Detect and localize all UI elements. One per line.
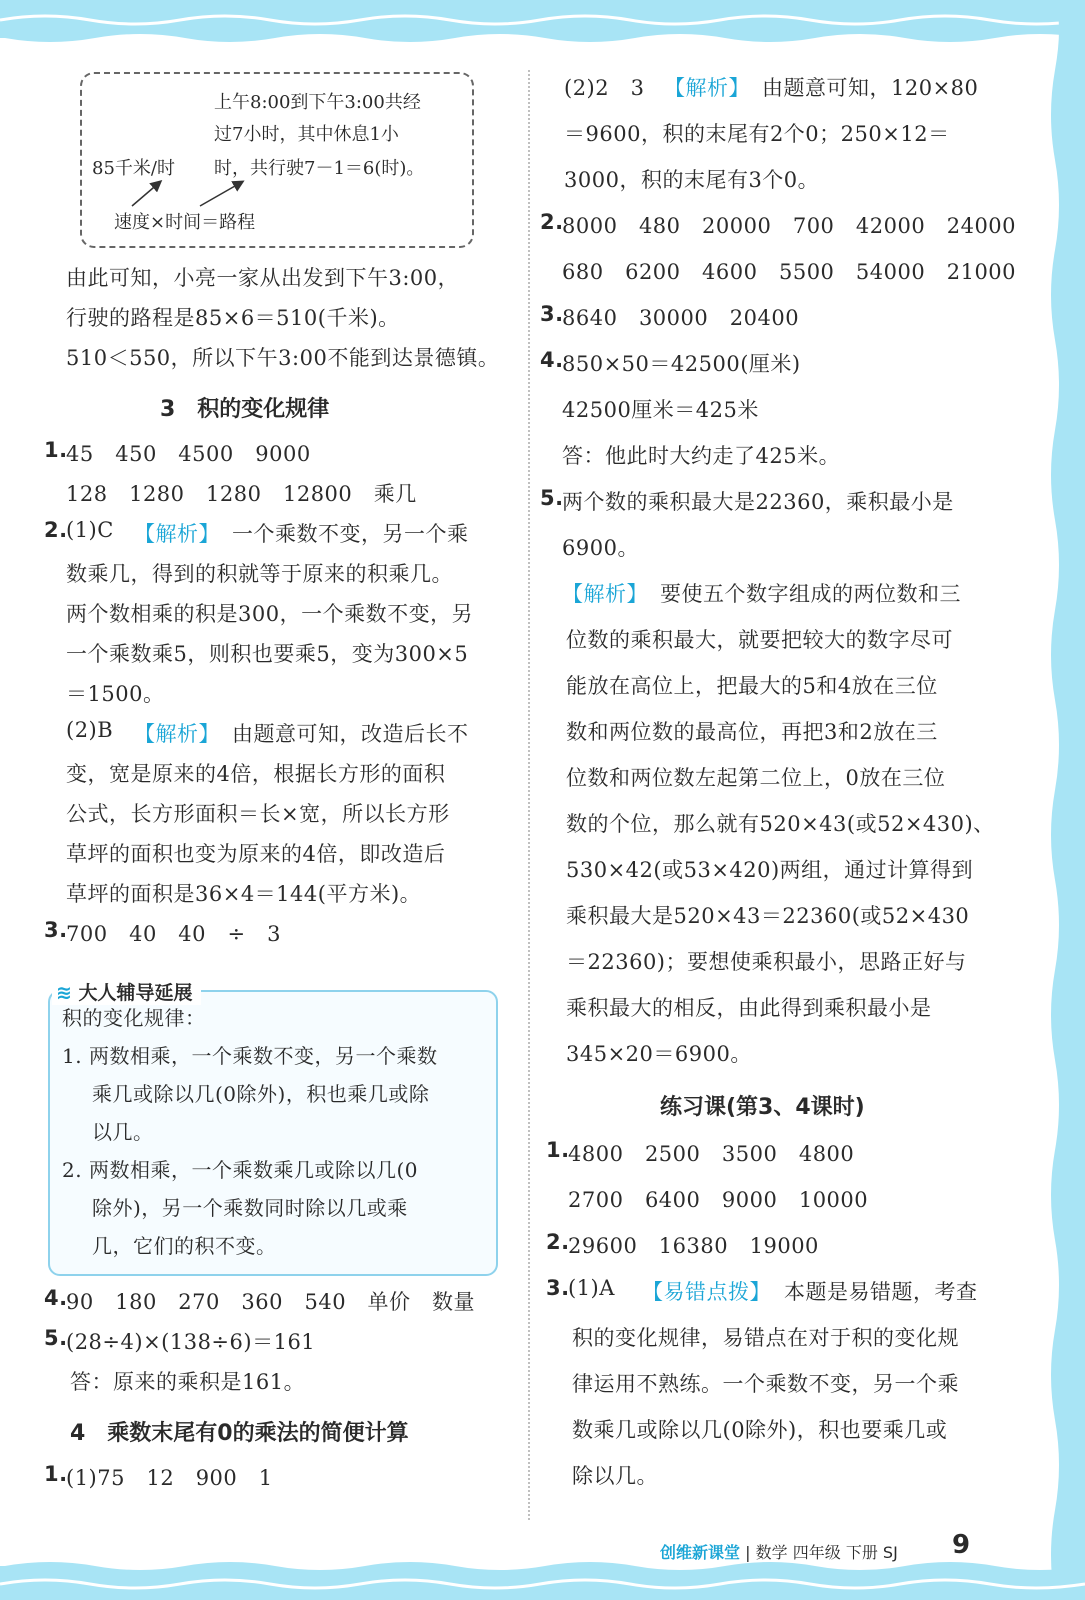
answer-line: ＝1500。 bbox=[66, 682, 165, 706]
panel-line: 1. 两数相乘，一个乘数不变，另一个乘数 bbox=[62, 1044, 438, 1068]
question-number: 5. bbox=[540, 486, 564, 510]
answer-line: 345×20＝6900。 bbox=[566, 1042, 752, 1066]
text-line: 由此可知，小亮一家从出发到下午3:00， bbox=[66, 266, 460, 290]
answer-line: 草坪的面积是36×4＝144(平方米)。 bbox=[66, 882, 422, 906]
text-line: 行驶的路程是85×6＝510(千米)。 bbox=[66, 306, 400, 330]
reasoning-diagram bbox=[80, 72, 474, 248]
answer-line: 答：他此时大约走了425米。 bbox=[562, 444, 841, 468]
answer-line: (2)B bbox=[66, 718, 114, 742]
question-number: 4. bbox=[44, 1286, 68, 1310]
answer-line: 本题是易错题，考查 bbox=[784, 1280, 978, 1304]
question-number: 3. bbox=[540, 302, 564, 326]
footer-grade: 四年级 bbox=[792, 1543, 841, 1562]
answer-line: 29600 16380 19000 bbox=[568, 1234, 819, 1258]
answer-line: 一个乘数不变，另一个乘 bbox=[232, 522, 469, 546]
question-number: 2. bbox=[546, 1230, 570, 1254]
answer-line: 8000 480 20000 700 42000 24000 bbox=[562, 214, 1017, 238]
answer-line: 530×42(或53×420)两组，通过计算得到 bbox=[566, 858, 974, 882]
top-wave-band bbox=[0, 0, 1085, 60]
answer-line: 数和两位数的最高位，再把3和2放在三 bbox=[566, 720, 938, 744]
question-number: 5. bbox=[44, 1326, 68, 1350]
panel-line: 几，它们的积不变。 bbox=[92, 1234, 277, 1258]
panel-title: ≋ 大人辅导延展 bbox=[52, 978, 201, 1005]
panel-line: 积的变化规律： bbox=[62, 1006, 206, 1030]
answer-line: 积的变化规律，易错点在对于积的变化规 bbox=[572, 1326, 959, 1350]
diagram-line-2: 过7小时，其中休息1小 bbox=[214, 124, 399, 145]
answer-line: 乘积最大是520×43＝22360(或52×430 bbox=[566, 904, 970, 928]
bottom-wave-band bbox=[0, 1548, 1085, 1600]
answer-line: 两个数的乘积最大是22360，乘积最小是 bbox=[562, 490, 954, 514]
analysis-tag: 【解析】 bbox=[562, 582, 648, 606]
panel-line: 除外)，另一个乘数同时除以几或乘 bbox=[92, 1196, 408, 1220]
question-number: 1. bbox=[44, 438, 68, 462]
answer-line: (1)A bbox=[568, 1276, 615, 1300]
answer-line: 850×50＝42500(厘米) bbox=[562, 352, 801, 376]
answer-line: (1)75 12 900 1 bbox=[66, 1466, 273, 1490]
wave-icon: ≋ bbox=[56, 982, 79, 1004]
answer-line: 由题意可知，改造后长不 bbox=[232, 722, 469, 746]
answer-line: (2)2 3 bbox=[564, 76, 645, 100]
answer-line: 要使五个数字组成的两位数和三 bbox=[660, 582, 961, 606]
answer-line: 除以几。 bbox=[572, 1464, 658, 1488]
analysis-tag: 【解析】 bbox=[134, 722, 220, 746]
answer-line: 答：原来的乘积是161。 bbox=[70, 1370, 306, 1394]
answer-line: 42500厘米＝425米 bbox=[562, 398, 759, 422]
answer-line: 2700 6400 9000 10000 bbox=[568, 1188, 869, 1212]
answer-line: 数乘几，得到的积就等于原来的积乘几。 bbox=[66, 562, 453, 586]
question-number: 2. bbox=[540, 210, 564, 234]
footer-subject: 数学 bbox=[755, 1543, 788, 1562]
footer-brand: 创维新课堂 bbox=[660, 1543, 741, 1562]
column-divider bbox=[528, 70, 530, 1520]
question-number: 2. bbox=[44, 518, 68, 542]
footer-volume: 下册 bbox=[845, 1543, 878, 1562]
answer-line: 能放在高位上，把最大的5和4放在三位 bbox=[566, 674, 938, 698]
footer-separator: | bbox=[745, 1543, 751, 1562]
right-wave-band bbox=[1033, 0, 1085, 1600]
panel-line: 乘几或除以几(0除外)，积也乘几或除 bbox=[92, 1082, 430, 1106]
answer-line: 律运用不熟练。一个乘数不变，另一个乘 bbox=[572, 1372, 959, 1396]
answer-line: 90 180 270 360 540 单价 数量 bbox=[66, 1290, 476, 1314]
section-heading-practice: 练习课(第3、4课时) bbox=[660, 1095, 865, 1120]
answer-line: 公式，长方形面积＝长×宽，所以长方形 bbox=[66, 802, 450, 826]
answer-line: 变，宽是原来的4倍，根据长方形的面积 bbox=[66, 762, 446, 786]
answer-line: 数乘几或除以几(0除外)，积也要乘几或 bbox=[572, 1418, 948, 1442]
answer-line: (28÷4)×(138÷6)＝161 bbox=[66, 1330, 316, 1354]
answer-line: 45 450 4500 9000 bbox=[66, 442, 311, 466]
diagram-speed: 85千米/时 bbox=[92, 158, 175, 179]
footer-edition: SJ bbox=[882, 1543, 898, 1562]
question-number: 1. bbox=[44, 1462, 68, 1486]
answer-line: 128 1280 1280 12800 乘几 bbox=[66, 482, 417, 506]
diagram-line-3: 时，共行驶7－1＝6(时)。 bbox=[214, 158, 425, 179]
answer-line: ＝9600，积的末尾有2个0；250×12＝ bbox=[564, 122, 950, 146]
question-number: 3. bbox=[546, 1276, 570, 1300]
answer-line: 两个数相乘的积是300，一个乘数不变，另 bbox=[66, 602, 474, 626]
answer-line: 草坪的面积也变为原来的4倍，即改造后 bbox=[66, 842, 446, 866]
analysis-tag: 【解析】 bbox=[664, 76, 750, 100]
question-number: 1. bbox=[546, 1138, 570, 1162]
answer-line: 位数的乘积最大，就要把较大的数字尽可 bbox=[566, 628, 953, 652]
answer-line: 数的个位，那么就有520×43(或52×430)、 bbox=[566, 812, 995, 836]
answer-line: 680 6200 4600 5500 54000 21000 bbox=[562, 260, 1017, 284]
answer-line: 3000，积的末尾有3个0。 bbox=[564, 168, 820, 192]
analysis-tag: 【解析】 bbox=[134, 522, 220, 546]
answer-line: 由题意可知，120×80 bbox=[762, 76, 979, 100]
diagram-line-1: 上午8:00到下午3:00共经 bbox=[214, 92, 421, 113]
text-line: 510＜550，所以下午3:00不能到达景德镇。 bbox=[66, 346, 500, 370]
answer-line: ＝22360)；要想使乘积最小，思路正好与 bbox=[566, 950, 967, 974]
answer-line: 8640 30000 20400 bbox=[562, 306, 800, 330]
panel-line: 以几。 bbox=[92, 1120, 154, 1144]
answer-line: 乘积最大的相反，由此得到乘积最小是 bbox=[566, 996, 932, 1020]
answer-line: 一个乘数乘5，则积也要乘5，变为300×5 bbox=[66, 642, 469, 666]
page-footer bbox=[660, 1540, 898, 1563]
panel-line: 2. 两数相乘，一个乘数乘几或除以几(0 bbox=[62, 1158, 418, 1182]
page-number: 9 bbox=[952, 1530, 971, 1560]
answer-line: 位数和两位数左起第二位上，0放在三位 bbox=[566, 766, 946, 790]
answer-line: 700 40 40 ÷ 3 bbox=[66, 922, 281, 946]
question-number: 3. bbox=[44, 918, 68, 942]
answer-line: 6900。 bbox=[562, 536, 639, 560]
diagram-formula: 速度×时间＝路程 bbox=[114, 212, 256, 233]
section-heading-3: 3 积的变化规律 bbox=[160, 397, 330, 422]
question-number: 4. bbox=[540, 348, 564, 372]
section-heading-4: 4 乘数末尾有0的乘法的简便计算 bbox=[70, 1421, 409, 1446]
answer-line: 4800 2500 3500 4800 bbox=[568, 1142, 855, 1166]
error-tip-tag: 【易错点拨】 bbox=[642, 1280, 771, 1304]
answer-line: (1)C bbox=[66, 518, 114, 542]
